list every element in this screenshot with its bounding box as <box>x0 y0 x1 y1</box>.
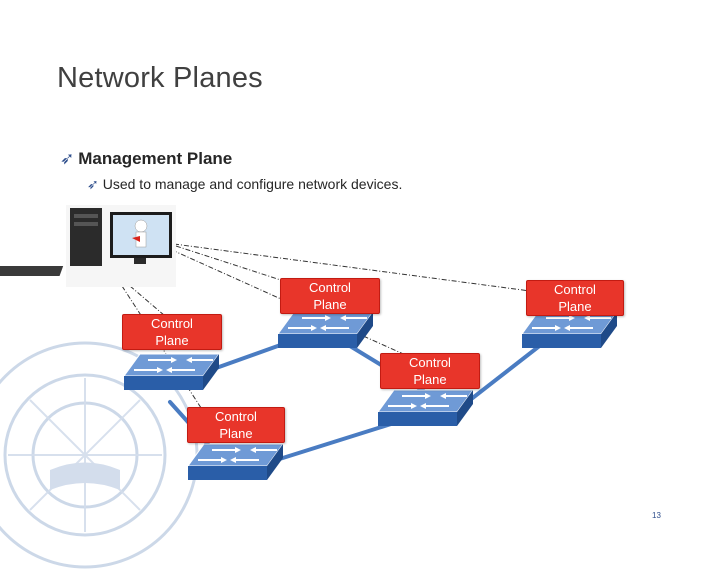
control-plane-label-line2: Plane <box>219 426 253 441</box>
workstation-icon <box>0 205 176 287</box>
control-plane-box-1 <box>280 278 380 314</box>
control-plane-label-line2: Plane <box>558 299 592 314</box>
control-plane-label-line1: Control <box>409 355 451 370</box>
network-switch-icon <box>278 312 373 348</box>
control-plane-label-line1: Control <box>554 282 596 297</box>
bullet-text: Used to manage and configure network devices. <box>102 176 403 192</box>
page-title: Network Planes <box>57 62 263 94</box>
control-plane-label-line1: Control <box>309 280 351 295</box>
control-plane-label-line2: Plane <box>313 297 347 312</box>
control-plane-label-line2: Plane <box>155 333 189 348</box>
control-plane-label-line1: Control <box>151 316 193 331</box>
bullet-text: Management Plane <box>78 149 233 168</box>
control-plane-label-line1: Control <box>215 409 257 424</box>
network-switch-icon <box>188 444 283 480</box>
control-plane-box-3 <box>122 314 222 350</box>
page-number: 13 <box>652 511 661 520</box>
bullet-arrow-icon: ➶ <box>87 176 99 192</box>
control-plane-box-2 <box>526 280 624 316</box>
network-switch-icon <box>522 312 617 348</box>
network-switch-icon <box>124 354 219 390</box>
control-plane-label-line2: Plane <box>413 372 447 387</box>
bullet-arrow-icon: ➶ <box>60 149 75 168</box>
control-plane-box-5 <box>187 407 285 443</box>
control-plane-box-4 <box>380 353 480 389</box>
network-switch-icon <box>378 390 473 426</box>
